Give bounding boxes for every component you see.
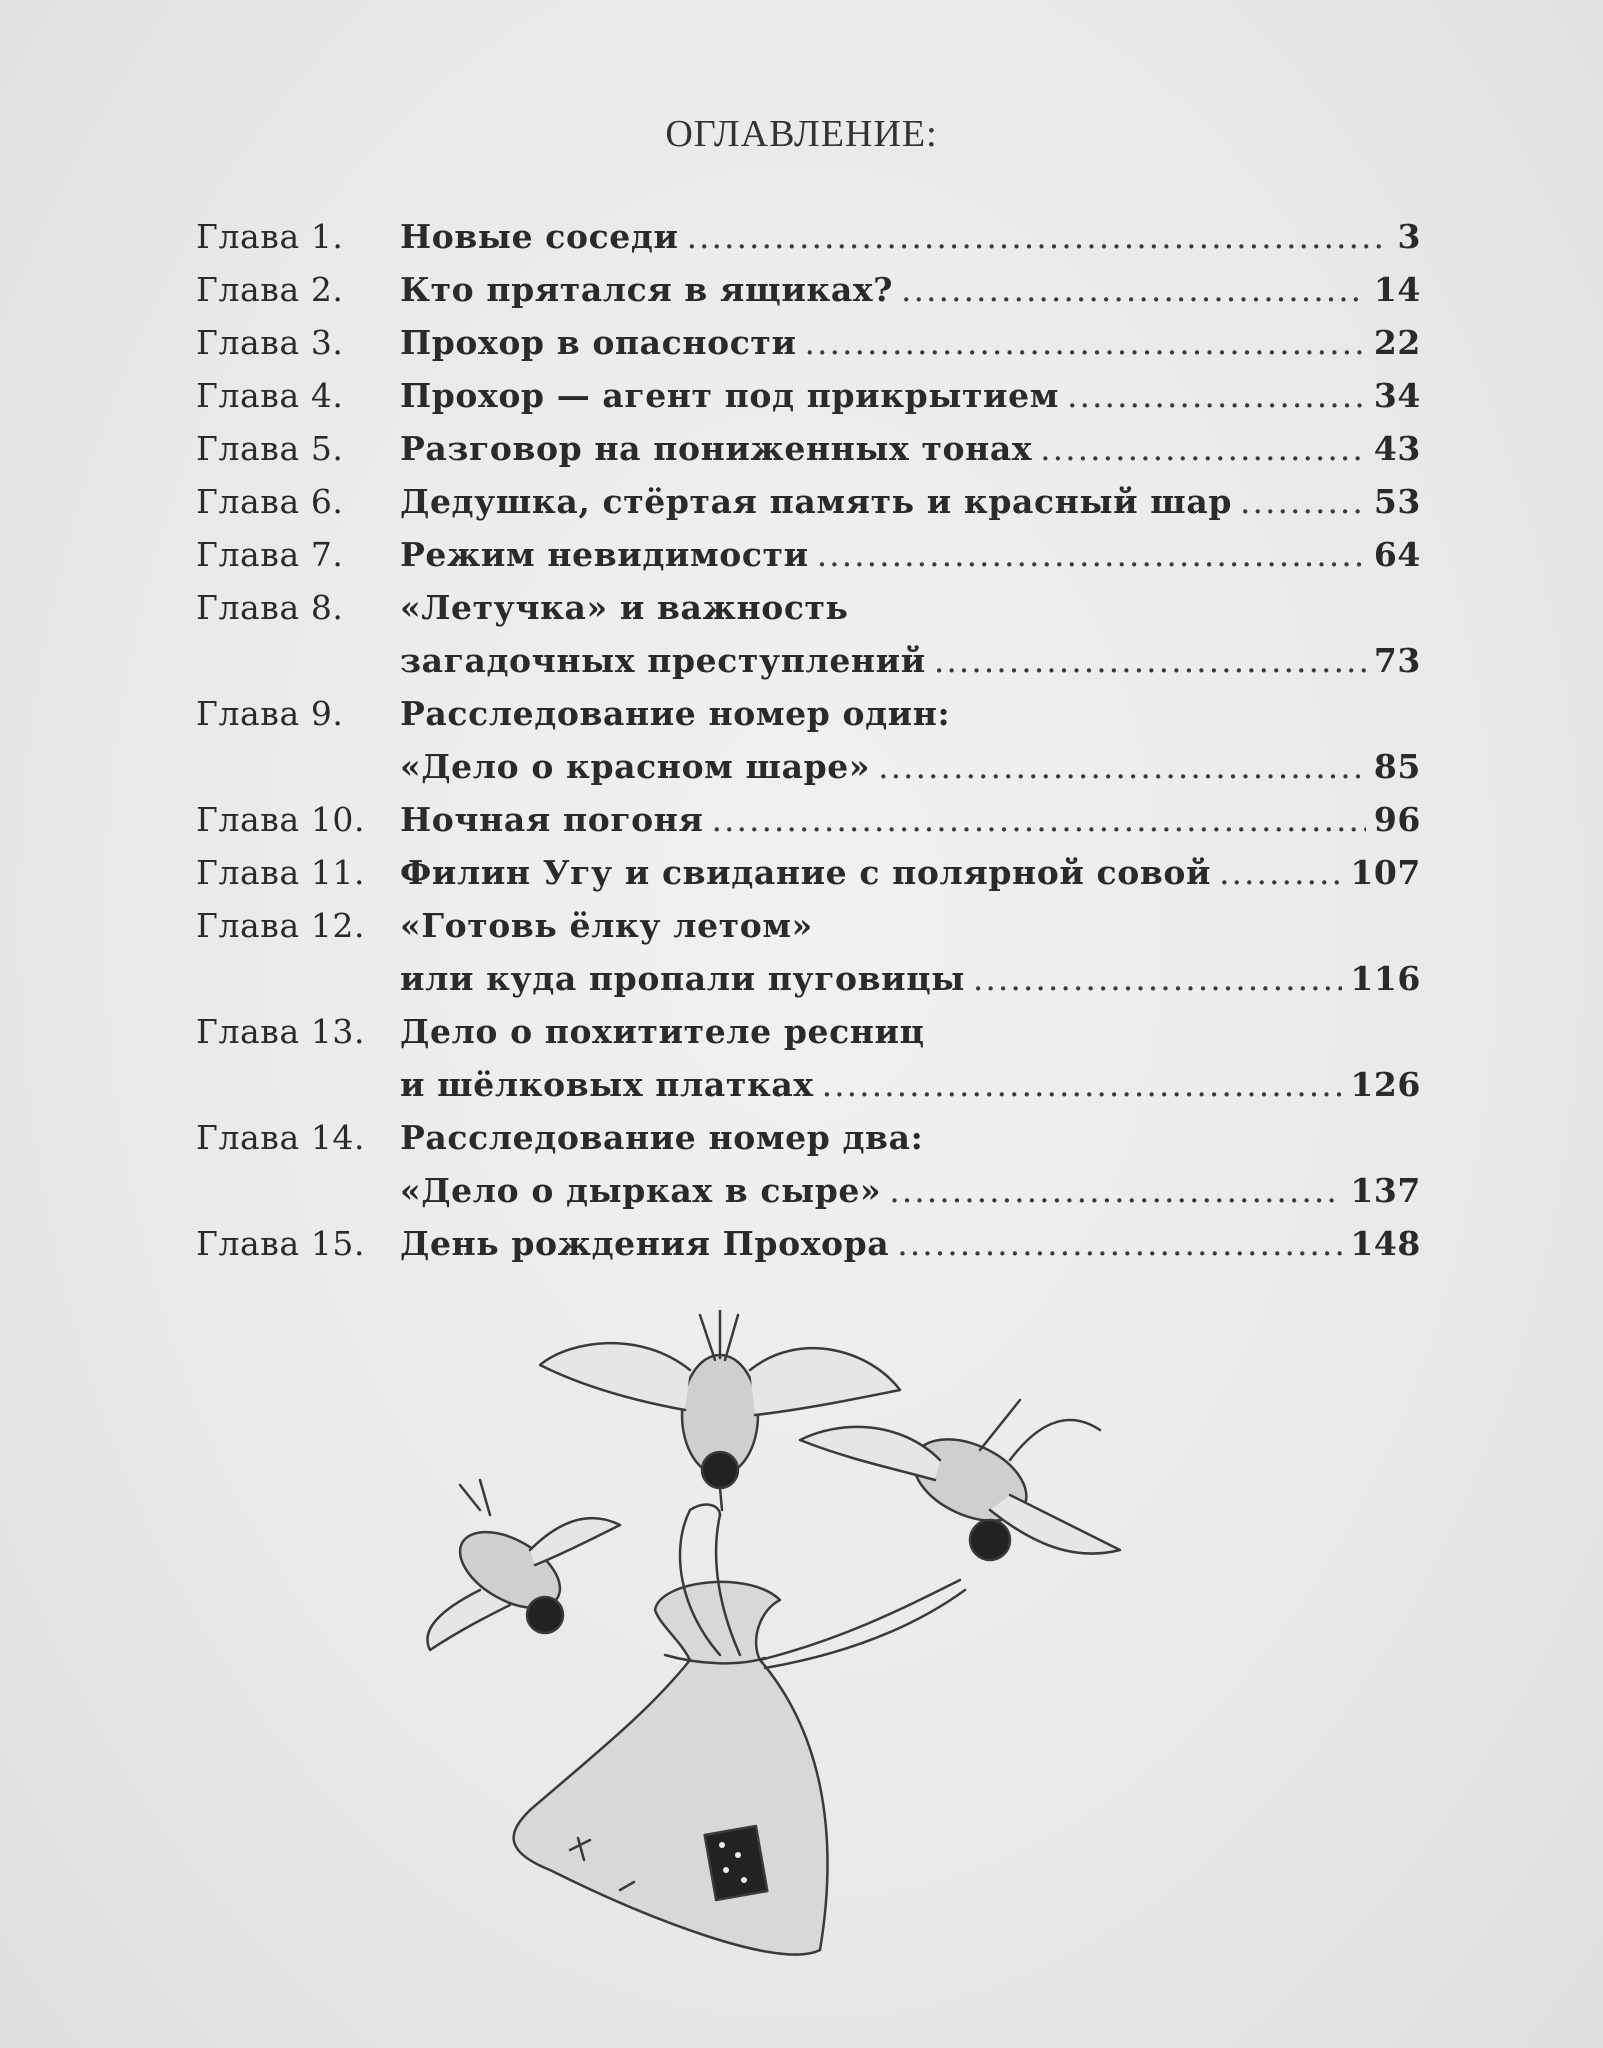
chapter-title: Дедушка, стёртая память и красный шар bbox=[400, 482, 1233, 521]
toc-entry-line bbox=[196, 528, 1421, 581]
chapter-title: «Летучка» и важность bbox=[400, 588, 849, 627]
chapter-number: Глава 7. bbox=[196, 535, 344, 574]
chapter-title: Расследование номер один: bbox=[400, 694, 951, 733]
chapter-title: Прохор — агент под прикрытием bbox=[400, 376, 1059, 415]
chapter-number: Глава 15. bbox=[196, 1224, 366, 1263]
page-number: 43 bbox=[1373, 429, 1421, 468]
dot-leader bbox=[822, 1058, 1343, 1111]
toc-entry-line bbox=[196, 581, 1421, 634]
toc-entry-line bbox=[196, 1164, 1421, 1217]
toc-entry-line bbox=[196, 263, 1421, 316]
toc-entry-line bbox=[196, 369, 1421, 422]
toc-entry[interactable] bbox=[196, 581, 1421, 687]
page-number: 34 bbox=[1373, 376, 1421, 415]
chapter-title: Расследование номер два: bbox=[400, 1118, 924, 1157]
toc-entry[interactable] bbox=[196, 422, 1421, 475]
toc-entry-line bbox=[196, 1217, 1421, 1270]
toc-entry-line bbox=[196, 316, 1421, 369]
toc-entry-line bbox=[196, 687, 1421, 740]
page-number: 107 bbox=[1350, 853, 1421, 892]
dot-leader bbox=[817, 528, 1366, 581]
dot-leader bbox=[1219, 846, 1342, 899]
page-number: 96 bbox=[1373, 800, 1421, 839]
chapter-number: Глава 4. bbox=[196, 376, 344, 415]
toc-entry-line bbox=[196, 210, 1421, 263]
chapter-number: Глава 13. bbox=[196, 1012, 366, 1051]
toc-entry-line bbox=[196, 475, 1421, 528]
dot-leader bbox=[711, 793, 1365, 846]
chapter-title: «Готовь ёлку летом» bbox=[400, 906, 813, 945]
toc-entry[interactable] bbox=[196, 528, 1421, 581]
chapter-title: Дело о похитителе ресниц bbox=[400, 1012, 925, 1051]
chapter-number: Глава 11. bbox=[196, 853, 366, 892]
dot-leader bbox=[805, 316, 1366, 369]
chapter-title: «Дело о дырках в сыре» bbox=[400, 1171, 882, 1210]
dot-leader bbox=[973, 952, 1342, 1005]
dot-leader bbox=[1240, 475, 1366, 528]
toc-entry[interactable] bbox=[196, 1005, 1421, 1111]
dot-leader bbox=[897, 1217, 1342, 1270]
toc-entry[interactable] bbox=[196, 1217, 1421, 1270]
chapter-number: Глава 10. bbox=[196, 800, 366, 839]
page-number: 148 bbox=[1350, 1224, 1421, 1263]
chapter-title: День рождения Прохора bbox=[400, 1224, 890, 1263]
dot-leader bbox=[1067, 369, 1366, 422]
dot-leader bbox=[901, 263, 1366, 316]
page-number: 116 bbox=[1350, 959, 1421, 998]
toc-entry[interactable] bbox=[196, 210, 1421, 263]
dot-leader bbox=[1040, 422, 1366, 475]
page-number: 85 bbox=[1373, 747, 1421, 786]
toc-entry-line bbox=[196, 422, 1421, 475]
page-number: 73 bbox=[1373, 641, 1421, 680]
toc-entry-line bbox=[196, 1005, 1421, 1058]
chapter-number: Глава 9. bbox=[196, 694, 344, 733]
chapter-title: Режим невидимости bbox=[400, 535, 809, 574]
page-number: 64 bbox=[1373, 535, 1421, 574]
chapter-number: Глава 12. bbox=[196, 906, 366, 945]
toc-entry[interactable] bbox=[196, 846, 1421, 899]
toc-entry-line bbox=[196, 1058, 1421, 1111]
chapter-number: Глава 1. bbox=[196, 217, 344, 256]
page-title: ОГЛАВЛЕНИЕ: bbox=[665, 113, 938, 155]
birds-carrying-sack-illustration bbox=[420, 1310, 1200, 2010]
toc-entry-line bbox=[196, 634, 1421, 687]
page-number: 22 bbox=[1373, 323, 1421, 362]
chapter-title: Новые соседи bbox=[400, 217, 679, 256]
table-of-contents bbox=[196, 210, 1421, 1270]
dot-leader bbox=[687, 210, 1390, 263]
toc-entry-line bbox=[196, 899, 1421, 952]
toc-entry-line bbox=[196, 952, 1421, 1005]
page-number: 137 bbox=[1350, 1171, 1421, 1210]
chapter-title: Прохор в опасности bbox=[400, 323, 797, 362]
toc-entry-line bbox=[196, 740, 1421, 793]
chapter-number: Глава 5. bbox=[196, 429, 344, 468]
toc-entry-line bbox=[196, 793, 1421, 846]
chapter-number: Глава 14. bbox=[196, 1118, 366, 1157]
chapter-title: «Дело о красном шаре» bbox=[400, 747, 871, 786]
toc-entry[interactable] bbox=[196, 263, 1421, 316]
chapter-title: Кто прятался в ящиках? bbox=[400, 270, 894, 309]
toc-entry[interactable] bbox=[196, 793, 1421, 846]
chapter-title: или куда пропали пуговицы bbox=[400, 959, 965, 998]
chapter-number: Глава 3. bbox=[196, 323, 344, 362]
toc-entry[interactable] bbox=[196, 899, 1421, 1005]
chapter-number: Глава 8. bbox=[196, 588, 344, 627]
page-number: 126 bbox=[1350, 1065, 1421, 1104]
chapter-title: загадочных преступлений bbox=[400, 641, 926, 680]
chapter-title: Разговор на пониженных тонах bbox=[400, 429, 1033, 468]
chapter-title: и шёлковых платках bbox=[400, 1065, 814, 1104]
toc-entry[interactable] bbox=[196, 369, 1421, 422]
chapter-number: Глава 2. bbox=[196, 270, 344, 309]
toc-entry[interactable] bbox=[196, 1111, 1421, 1217]
page-number: 53 bbox=[1373, 482, 1421, 521]
toc-entry[interactable] bbox=[196, 316, 1421, 369]
chapter-title: Филин Угу и свидание с полярной совой bbox=[400, 853, 1212, 892]
toc-entry-line bbox=[196, 846, 1421, 899]
dot-leader bbox=[934, 634, 1366, 687]
page-number: 3 bbox=[1397, 217, 1421, 256]
toc-entry[interactable] bbox=[196, 475, 1421, 528]
toc-entry-line bbox=[196, 1111, 1421, 1164]
chapter-number: Глава 6. bbox=[196, 482, 344, 521]
dot-leader bbox=[889, 1164, 1342, 1217]
page-number: 14 bbox=[1373, 270, 1421, 309]
toc-entry[interactable] bbox=[196, 687, 1421, 793]
chapter-title: Ночная погоня bbox=[400, 800, 704, 839]
dot-leader bbox=[878, 740, 1366, 793]
